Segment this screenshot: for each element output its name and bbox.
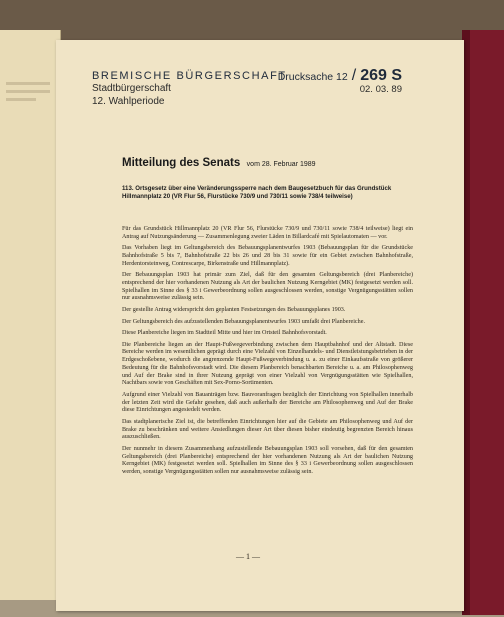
paragraph: Der gestellte Antrag widerspricht den geplanten Festsetzungen des Bebauungsplanes 1903. bbox=[122, 307, 346, 313]
subject-heading: 113. Ortsgesetz über eine Veränderungssperre nach dem Baugesetzbuch für das Grundstück Hillmannplatz 20 (VR Flur 56, Flurstücke 730/9 und 730/11 sowie 738/4 teilweise) bbox=[122, 185, 392, 201]
legislative-period: 12. Wahlperiode bbox=[92, 96, 165, 107]
paragraph: Aufgrund einer Vielzahl von Bauanträgen bzw. Bauvoranfragen bezüglich der Einrichtung von Spielhallen innerhalb der letzten Zeit wird die Gefahr gesehen, daß auch außerhalb der Bereiche am Philosophenweg und Auf der Brake diese Einrichtungen angesiedelt werden. bbox=[122, 391, 413, 414]
document-label: Drucksache 12 bbox=[277, 71, 348, 83]
paragraph: Der Bebauungsplan 1903 hat primär zum Ziel, daß für den gesamten Geltungsbereich (drei Planbereiche) entsprechend der hier vorhandenen Nutzung als Art der baulichen Nutzung Kerngebiet (MK) festgesetzt werden soll. Spielhallen im Sinne des § 33 i Gewerbeordnung sollen ausgeschlossen werden, sonstige Vergnügungsstätten sollen nur ausnahmsweise zulässig sein. bbox=[122, 272, 413, 302]
paragraph: Das Vorhaben liegt im Geltungsbereich des Bebauungsplanentwurfes 1903 (Bebauungsplan für die Grundstücke Bahnhofstraße 5 bis 7, Bahnhofstraße 22 bis 26 und 28 bis 31 sowie für ein Gebiet zwischen Bahnhofstraße, Herdentorsteinweg, Contrescarpe, Birkenstraße und Hillmannplatz). bbox=[122, 245, 413, 267]
paragraph: Die Planbereiche liegen an der Haupt-Fußwegeverbindung zwischen dem Hauptbahnhof und der Altstadt. Diese Bereiche werden im wesentlichen geprägt durch eine Vielzahl von Einzelhandels- und Dienstleistungsbetrieben in der Erdgeschoßebene, wodurch die angrenzende Haupt-Fußwegeverbindung u. a. zu einer Einkaufsstraße von größerer Bedeutung für die Bahnhofsvorstadt wird. Die diesem Planbereich benachbarten Bereiche u. a. am Philosophenweg und Auf der Brake sind in ihrer Nutzung geprägt von einer Vielzahl von Vergnügungsstätten wie Spielhallen, Nachtbars sowie von Geschäften mit Sex-Porno-Sortimenten. bbox=[122, 341, 413, 387]
document-page bbox=[56, 40, 464, 611]
page-number: — 1 — bbox=[236, 552, 260, 561]
document-slash: / bbox=[351, 67, 357, 84]
title-date: vom 28. Februar 1989 bbox=[246, 161, 316, 168]
left-page-edge bbox=[0, 30, 61, 600]
bleed-through-line bbox=[6, 90, 50, 93]
bleed-through-line bbox=[6, 98, 36, 101]
document-number-block bbox=[278, 67, 402, 85]
document-number: 269 S bbox=[360, 67, 402, 84]
paragraph: Der nunmehr in diesem Zusammenhang aufzustellende Bebauungsplan 1903 soll vorsehen, daß für den gesamten Geltungsbereich (drei Planbereiche) entsprechend der hier vorhandenen Nutzung als Art der baulichen Nutzung Kerngebiet (MK) festgesetzt werden soll. Spielhallen im Sinne des § 33 i Gewerbeordnung sollen ausgeschlossen werden, sonstige Vergnügungsstätten sollen nur ausnahmsweise zulässig sein. bbox=[122, 445, 413, 475]
paragraph: Diese Planbereiche liegen im Stadtteil Mitte und hier im Ortsteil Bahnhofsvorstadt. bbox=[122, 330, 327, 337]
paragraph: Der Geltungsbereich des aufzustellenden Bebauungsplanentwurfes 1903 umfaßt drei Planbereiche. bbox=[122, 318, 365, 325]
body-text bbox=[122, 226, 413, 481]
book-cover bbox=[462, 30, 504, 615]
document-date: 02. 03. 89 bbox=[359, 84, 402, 95]
paragraph: Das stadtplanerische Ziel ist, die betreffenden Einrichtungen hier auf die Gebiete am Philosophenweg und Auf der Brake zu beschränken und weitere Ansiedlungen dieser Art über diesen bisher eindeutig begrenzten Bereich hinaus auszuschließen. bbox=[122, 418, 413, 441]
title-main: Mitteilung des Senats bbox=[122, 157, 241, 169]
parliament-name: BREMISCHE BÜRGERSCHAFT bbox=[92, 70, 287, 82]
background-top bbox=[0, 0, 504, 40]
paragraph: Für das Grundstück Hillmannplatz 20 (VR Flur 56, Flurstücke 730/9 und 730/11 sowie 738/4 teilweise) liegt ein Antrag auf Nutzungsänderung — Zusammenlegung zweier Läden in Billardcafé mit Spielautomaten — vor. bbox=[122, 226, 413, 240]
chamber-name: Stadtbürgerschaft bbox=[92, 83, 171, 94]
bleed-through-line bbox=[6, 82, 50, 85]
document-title bbox=[122, 153, 316, 171]
